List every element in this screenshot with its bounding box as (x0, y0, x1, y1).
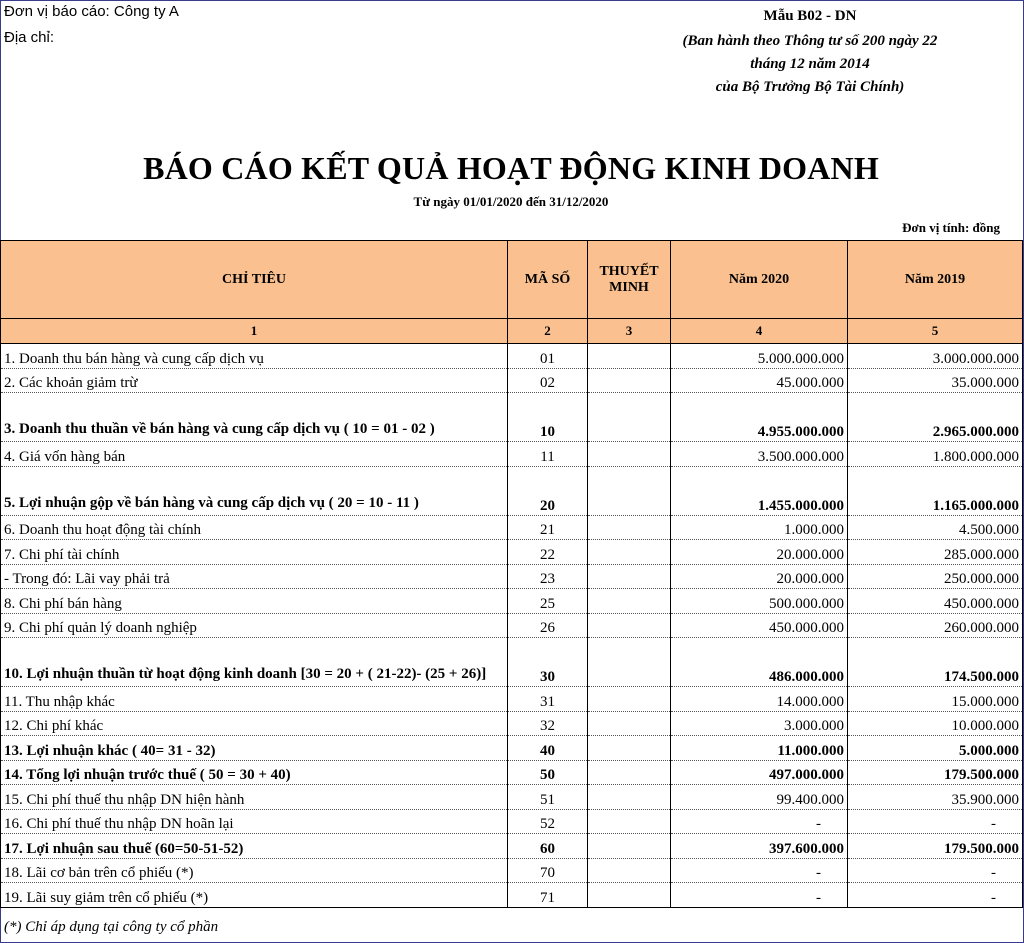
row-value-2020: 5.000.000.000 (671, 344, 848, 369)
row-value-2020: 4.955.000.000 (671, 393, 848, 442)
row-indicator-name: 9. Chi phí quản lý doanh nghiệp (1, 613, 508, 638)
row-code: 26 (508, 613, 588, 638)
row-value-2020: - (671, 809, 848, 834)
row-note (588, 785, 671, 810)
row-note (588, 393, 671, 442)
row-note (588, 466, 671, 515)
report-period: Từ ngày 01/01/2020 đến 31/12/2020 (413, 194, 609, 209)
row-note (588, 344, 671, 369)
row-note (588, 760, 671, 785)
row-value-2019: - (848, 883, 1023, 908)
row-note (588, 589, 671, 614)
header-year-2020: Năm 2020 (671, 241, 848, 319)
address-label: Địa chỉ: (4, 29, 55, 46)
row-note (588, 809, 671, 834)
row-code: 21 (508, 515, 588, 540)
table-row (1, 785, 1023, 810)
row-value-2019: 179.500.000 (848, 760, 1023, 785)
col-number: 3 (588, 319, 671, 344)
row-indicator-name: 18. Lãi cơ bản trên cổ phiếu (*) (1, 858, 508, 883)
row-code: 30 (508, 638, 588, 687)
row-value-2020: 99.400.000 (671, 785, 848, 810)
row-value-2020: 1.000.000 (671, 515, 848, 540)
row-value-2020: - (671, 858, 848, 883)
table-row (1, 834, 1023, 859)
row-code: 22 (508, 540, 588, 565)
row-value-2019: 260.000.000 (848, 613, 1023, 638)
row-indicator-name: 2. Các khoản giảm trừ (1, 368, 508, 393)
row-value-2019: - (848, 858, 1023, 883)
row-value-2020: - (671, 883, 848, 908)
table-row (1, 613, 1023, 638)
row-indicator-name: 3. Doanh thu thuần về bán hàng và cung cấp dịch vụ ( 10 = 01 - 02 ) (1, 393, 508, 442)
row-indicator-name: 15. Chi phí thuế thu nhập DN hiện hành (1, 785, 508, 810)
row-value-2020: 45.000.000 (671, 368, 848, 393)
row-code: 25 (508, 589, 588, 614)
table-row (1, 638, 1023, 687)
table-row (1, 736, 1023, 761)
header-code: MÃ SỐ (508, 241, 588, 319)
row-code: 71 (508, 883, 588, 908)
row-value-2020: 497.000.000 (671, 760, 848, 785)
header-year-2019: Năm 2019 (848, 241, 1023, 319)
row-value-2020: 397.600.000 (671, 834, 848, 859)
row-note (588, 834, 671, 859)
row-value-2019: 285.000.000 (848, 540, 1023, 565)
row-code: 52 (508, 809, 588, 834)
currency-unit: Đơn vị tính: đồng (902, 220, 1000, 235)
table-row (1, 393, 1023, 442)
table-row (1, 858, 1023, 883)
row-value-2019: 250.000.000 (848, 564, 1023, 589)
row-indicator-name: 6. Doanh thu hoạt động tài chính (1, 515, 508, 540)
row-code: 32 (508, 711, 588, 736)
footnote: (*) Chỉ áp dụng tại công ty cổ phần (4, 919, 219, 935)
row-note (588, 442, 671, 467)
row-value-2019: 10.000.000 (848, 711, 1023, 736)
table-row (1, 687, 1023, 712)
row-note (588, 711, 671, 736)
row-code: 60 (508, 834, 588, 859)
row-note (588, 858, 671, 883)
row-code: 50 (508, 760, 588, 785)
row-code: 01 (508, 344, 588, 369)
row-value-2019: 5.000.000 (848, 736, 1023, 761)
table-row (1, 368, 1023, 393)
row-indicator-name: 11. Thu nhập khác (1, 687, 508, 712)
row-indicator-name: 13. Lợi nhuận khác ( 40= 31 - 32) (1, 736, 508, 761)
row-value-2020: 450.000.000 (671, 613, 848, 638)
row-value-2019: - (848, 809, 1023, 834)
row-value-2019: 1.800.000.000 (848, 442, 1023, 467)
row-code: 40 (508, 736, 588, 761)
row-indicator-name: 14. Tổng lợi nhuận trước thuế ( 50 = 30 + 40) (1, 760, 508, 785)
table-row (1, 883, 1023, 908)
row-value-2019: 35.900.000 (848, 785, 1023, 810)
legal-basis-line-2: tháng 12 năm 2014 (750, 56, 870, 72)
row-value-2019: 15.000.000 (848, 687, 1023, 712)
table-row (1, 809, 1023, 834)
row-indicator-name: 8. Chi phí bán hàng (1, 589, 508, 614)
row-indicator-name: 5. Lợi nhuận gộp về bán hàng và cung cấp dịch vụ ( 20 = 10 - 11 ) (1, 466, 508, 515)
row-value-2020: 3.500.000.000 (671, 442, 848, 467)
row-indicator-name: 16. Chi phí thuế thu nhập DN hoãn lại (1, 809, 508, 834)
table-row (1, 442, 1023, 467)
row-indicator-name: - Trong đó: Lãi vay phải trả (1, 564, 508, 589)
report-title: BÁO CÁO KẾT QUẢ HOẠT ĐỘNG KINH DOANH (143, 150, 879, 186)
row-indicator-name: 1. Doanh thu bán hàng và cung cấp dịch vụ (1, 344, 508, 369)
form-code: Mẫu B02 - DN (763, 8, 857, 24)
row-indicator-name: 7. Chi phí tài chính (1, 540, 508, 565)
row-code: 10 (508, 393, 588, 442)
table-row (1, 564, 1023, 589)
column-number-row (1, 319, 1023, 344)
row-note (588, 883, 671, 908)
row-value-2020: 14.000.000 (671, 687, 848, 712)
row-note (588, 687, 671, 712)
row-value-2019: 1.165.000.000 (848, 466, 1023, 515)
table-row (1, 760, 1023, 785)
row-note (588, 564, 671, 589)
row-note (588, 613, 671, 638)
row-value-2019: 179.500.000 (848, 834, 1023, 859)
row-value-2020: 20.000.000 (671, 540, 848, 565)
row-value-2020: 500.000.000 (671, 589, 848, 614)
row-indicator-name: 19. Lãi suy giảm trên cổ phiếu (*) (1, 883, 508, 908)
row-indicator-name: 17. Lợi nhuận sau thuế (60=50-51-52) (1, 834, 508, 859)
row-code: 51 (508, 785, 588, 810)
row-indicator-name: 12. Chi phí khác (1, 711, 508, 736)
header-row (1, 241, 1023, 319)
table-row (1, 344, 1023, 369)
row-value-2020: 20.000.000 (671, 564, 848, 589)
row-code: 70 (508, 858, 588, 883)
row-code: 02 (508, 368, 588, 393)
col-number: 2 (508, 319, 588, 344)
table-row (1, 466, 1023, 515)
row-note (588, 540, 671, 565)
col-number: 5 (848, 319, 1023, 344)
row-note (588, 736, 671, 761)
table-row (1, 711, 1023, 736)
row-value-2019: 450.000.000 (848, 589, 1023, 614)
header-indicator: CHỈ TIÊU (1, 241, 508, 319)
table-body (1, 344, 1023, 908)
income-statement-table (0, 240, 1023, 908)
row-note (588, 515, 671, 540)
row-code: 23 (508, 564, 588, 589)
row-note (588, 368, 671, 393)
col-number: 1 (1, 319, 508, 344)
row-value-2020: 3.000.000 (671, 711, 848, 736)
legal-basis-line-1: (Ban hành theo Thông tư số 200 ngày 22 (682, 33, 938, 49)
row-value-2019: 3.000.000.000 (848, 344, 1023, 369)
row-value-2020: 11.000.000 (671, 736, 848, 761)
row-value-2020: 1.455.000.000 (671, 466, 848, 515)
row-note (588, 638, 671, 687)
row-code: 31 (508, 687, 588, 712)
col-number: 4 (671, 319, 848, 344)
reporting-unit: Đơn vị báo cáo: Công ty A (4, 3, 179, 20)
legal-basis-line-3: của Bộ Trưởng Bộ Tài Chính) (715, 79, 905, 95)
row-code: 20 (508, 466, 588, 515)
table-row (1, 515, 1023, 540)
row-code: 11 (508, 442, 588, 467)
table-row (1, 540, 1023, 565)
row-indicator-name: 4. Giá vốn hàng bán (1, 442, 508, 467)
row-indicator-name: 10. Lợi nhuận thuần từ hoạt động kinh doanh [30 = 20 + ( 21-22)- (25 + 26)] (1, 638, 508, 687)
row-value-2019: 35.000.000 (848, 368, 1023, 393)
row-value-2019: 2.965.000.000 (848, 393, 1023, 442)
row-value-2019: 174.500.000 (848, 638, 1023, 687)
table-row (1, 589, 1023, 614)
row-value-2019: 4.500.000 (848, 515, 1023, 540)
header-note: THUYẾT MINH (588, 241, 671, 319)
row-value-2020: 486.000.000 (671, 638, 848, 687)
